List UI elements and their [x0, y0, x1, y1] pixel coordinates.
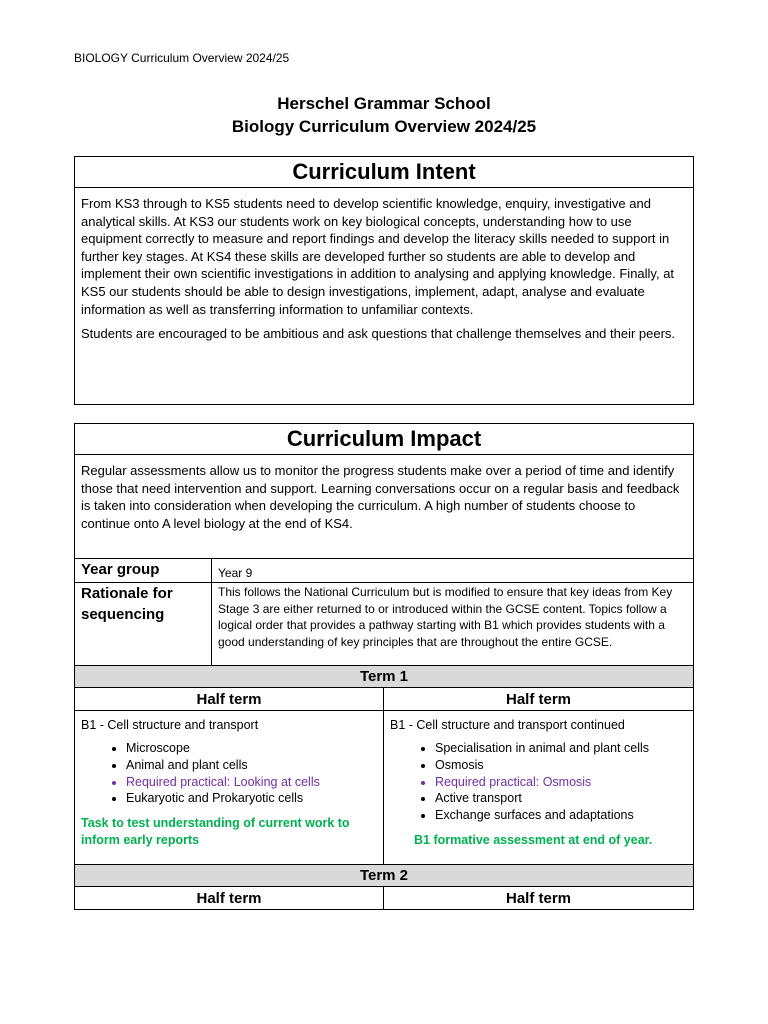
term-1-half-term-left: Half term [75, 688, 384, 711]
list-item: • Eukaryotic and Prokaryotic cells [126, 790, 377, 807]
term-1-half-term-row [75, 687, 693, 711]
term-2-half-term-row [75, 886, 693, 909]
rationale-row [75, 582, 693, 666]
list-item: • Microscope [126, 740, 377, 757]
list-item: • Animal and plant cells [126, 757, 377, 774]
rationale-label: Rationale for sequencing [75, 583, 212, 666]
school-name: Herschel Grammar School [277, 94, 491, 113]
assessment-note: Task to test understanding of current work to inform early reports [81, 816, 350, 848]
term-1-content-row [75, 710, 693, 864]
topic-list [390, 740, 687, 824]
year-group-value: Year 9 [218, 566, 253, 580]
page-header: BIOLOGY Curriculum Overview 2024/25 [74, 51, 290, 65]
assessment-note: B1 formative assessment at end of year. [414, 832, 653, 847]
intent-heading: Curriculum Intent [75, 157, 693, 188]
intent-paragraph-2: Students are encouraged to be ambitious and ask questions that challenge themselves and their peers. [81, 326, 676, 342]
intent-paragraph-1: From KS3 through to KS5 students need to develop scientific knowledge, enquiry, investigative and analytical skills. At KS3 our students work on key biological concepts, understanding how to use equipment correctly to measure and report findings and develop the literacy skills needed to support in further key stages. At KS4 these skills are developed further so students are able to develop and implement their own scientific investigations in addition to analysing and applying knowledge. Finally, at KS5 our students should be able to design investigations, implement, adapt, analyse and evaluate information as well as transferring information to unfamiliar contexts. [81, 196, 675, 317]
list-item: • Exchange surfaces and adaptations [435, 807, 687, 824]
term-1-header: Term 1 [75, 665, 693, 688]
curriculum-intent-box [74, 156, 694, 405]
document-subtitle: Biology Curriculum Overview 2024/25 [231, 117, 537, 136]
rationale-value: This follows the National Curriculum but is modified to ensure that key ideas from Key Stage 3 are either returned to or introduced within the GCSE content. Topics follow a logical order that provides a pathway starting with B1 which provides students with a good understanding of key principles that are throughout the entire GCSE. [218, 585, 673, 649]
term-2-half-term-left: Half term [75, 887, 384, 909]
document-title [74, 92, 694, 138]
term-2-half-term-right: Half term [505, 890, 572, 907]
required-practical-item: • Required practical: Osmosis [435, 774, 687, 791]
list-item: • Specialisation in animal and plant cells [435, 740, 687, 757]
term-1-left-cell [75, 711, 384, 864]
topic-list [81, 740, 377, 807]
unit-title: B1 - Cell structure and transport continued [390, 718, 625, 732]
unit-title: B1 - Cell structure and transport [81, 718, 259, 732]
impact-paragraph: Regular assessments allow us to monitor the progress students make over a period of time and identify those that need intervention and support. Learning conversations occur on a regular basis and feedback is taken into consideration when developing the curriculum. A high number of students choose to continue onto A level biology at the end of KS4. [81, 463, 680, 531]
term-2-header: Term 2 [75, 864, 693, 887]
year-group-row [75, 558, 693, 583]
curriculum-impact-box [74, 423, 694, 910]
required-practical-item: • Required practical: Looking at cells [126, 774, 377, 791]
term-1-right-cell [384, 711, 693, 864]
impact-heading: Curriculum Impact [75, 424, 693, 455]
list-item: • Osmosis [435, 757, 687, 774]
list-item: • Active transport [435, 790, 687, 807]
term-1-half-term-right: Half term [505, 691, 572, 708]
year-group-label: Year group [75, 559, 212, 583]
